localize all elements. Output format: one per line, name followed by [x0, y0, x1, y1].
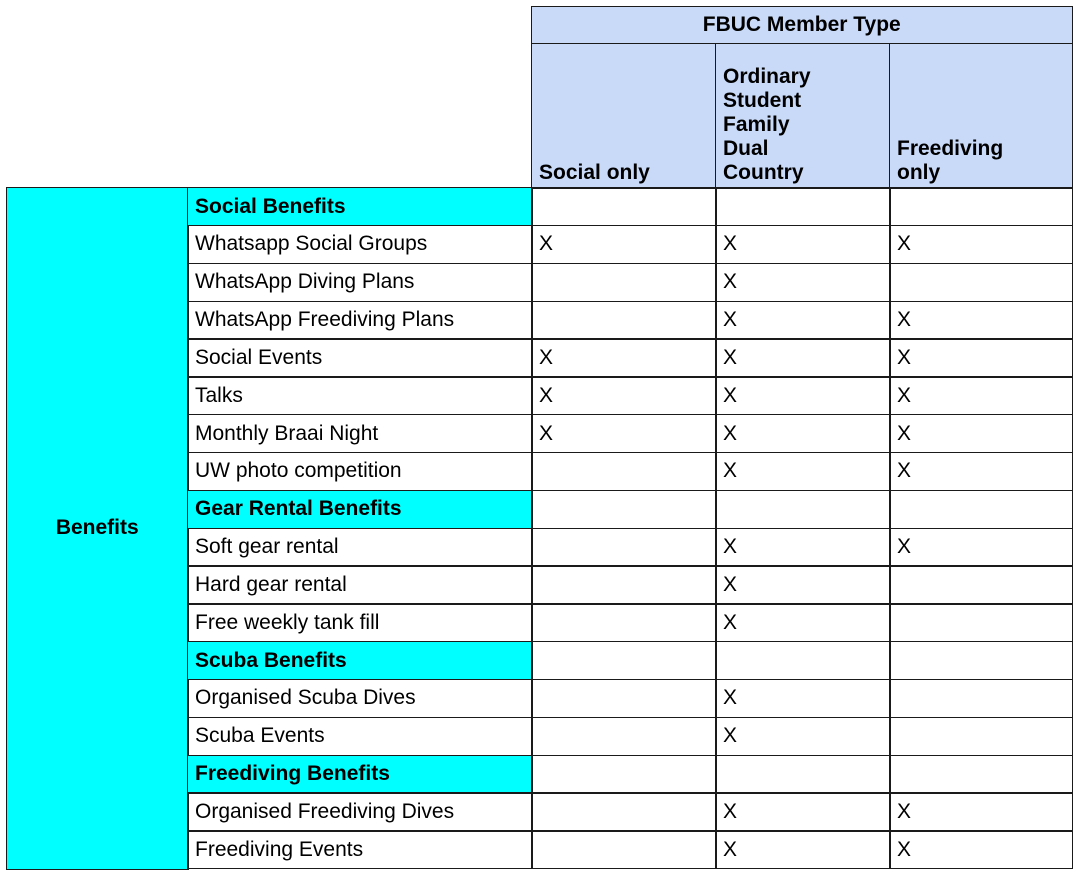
- column-header-line: Freediving: [897, 136, 1004, 160]
- check-mark: X: [897, 421, 912, 445]
- benefit-cell-col-1: [715, 565, 891, 604]
- benefit-cell-col-2: [889, 263, 1073, 302]
- benefit-label: [187, 830, 533, 869]
- benefit-label: [187, 717, 533, 756]
- row-group-label: Benefits: [55, 516, 139, 540]
- check-mark: X: [539, 345, 554, 369]
- benefit-label: [187, 263, 533, 302]
- benefit-cell-col-0: [531, 679, 717, 718]
- benefit-cell-col-1: [715, 490, 891, 529]
- check-mark: X: [723, 421, 738, 445]
- benefit-cell-col-1: [715, 225, 891, 264]
- section-header: [187, 641, 533, 680]
- check-mark: X: [539, 383, 554, 407]
- check-mark: X: [723, 837, 738, 861]
- benefit-cell-col-0: [531, 338, 717, 377]
- benefit-cell-col-0: [531, 452, 717, 491]
- section-title: Gear Rental Benefits: [195, 497, 402, 521]
- benefit-cell-col-0: [531, 263, 717, 302]
- row-group-benefits: [6, 187, 189, 870]
- benefit-cell-col-2: [889, 565, 1073, 604]
- benefit-cell-col-1: [715, 603, 891, 642]
- column-header-label: [897, 137, 1003, 185]
- check-mark: X: [539, 232, 554, 256]
- column-header-label: [723, 65, 811, 185]
- check-mark: X: [723, 308, 738, 332]
- column-header-line: Family: [723, 112, 790, 136]
- benefit-cell-col-0: [531, 755, 717, 794]
- benefit-cell-col-0: [531, 225, 717, 264]
- benefit-cell-col-0: [531, 792, 717, 831]
- benefit-label: [187, 338, 533, 377]
- column-header-line: Ordinary: [723, 64, 811, 88]
- column-header-1: [715, 43, 891, 189]
- benefit-cell-col-1: [715, 376, 891, 415]
- benefit-name: Scuba Events: [195, 724, 325, 748]
- check-mark: X: [897, 535, 912, 559]
- benefit-label: [187, 414, 533, 453]
- benefit-cell-col-1: [715, 338, 891, 377]
- benefit-name: Social Events: [195, 345, 323, 369]
- benefit-cell-col-1: [715, 414, 891, 453]
- check-mark: X: [723, 686, 738, 710]
- benefit-cell-col-0: [531, 414, 717, 453]
- benefit-cell-col-1: [715, 187, 891, 226]
- benefit-cell-col-2: [889, 187, 1073, 226]
- column-header-line: only: [897, 160, 941, 184]
- benefit-cell-col-2: [889, 452, 1073, 491]
- benefit-cell-col-2: [889, 490, 1073, 529]
- benefit-label: [187, 603, 533, 642]
- check-mark: X: [897, 459, 912, 483]
- benefit-name: WhatsApp Freediving Plans: [195, 308, 455, 332]
- check-mark: X: [897, 345, 912, 369]
- section-title: Freediving Benefits: [195, 762, 390, 786]
- benefit-cell-col-1: [715, 792, 891, 831]
- member-type-title: FBUC Member Type: [702, 13, 901, 37]
- check-mark: X: [723, 535, 738, 559]
- benefit-name: Monthly Braai Night: [195, 421, 379, 445]
- check-mark: X: [723, 799, 738, 823]
- benefit-cell-col-1: [715, 452, 891, 491]
- benefit-cell-col-2: [889, 830, 1073, 869]
- section-title: Scuba Benefits: [195, 648, 347, 672]
- benefit-cell-col-2: [889, 792, 1073, 831]
- benefit-cell-col-0: [531, 528, 717, 567]
- benefit-cell-col-2: [889, 755, 1073, 794]
- check-mark: X: [897, 799, 912, 823]
- benefit-cell-col-2: [889, 641, 1073, 680]
- benefit-name: Talks: [195, 383, 243, 407]
- benefit-cell-col-1: [715, 301, 891, 340]
- check-mark: X: [723, 383, 738, 407]
- benefit-cell-col-2: [889, 376, 1073, 415]
- column-header-2: [889, 43, 1073, 189]
- benefit-cell-col-0: [531, 490, 717, 529]
- benefit-name: UW photo competition: [195, 459, 402, 483]
- benefit-cell-col-2: [889, 225, 1073, 264]
- column-header-line: Dual: [723, 136, 769, 160]
- column-header-line: Student: [723, 88, 802, 112]
- check-mark: X: [723, 270, 738, 294]
- benefit-cell-col-2: [889, 301, 1073, 340]
- check-mark: X: [723, 724, 738, 748]
- benefit-cell-col-1: [715, 755, 891, 794]
- benefit-cell-col-0: [531, 603, 717, 642]
- benefit-cell-col-2: [889, 528, 1073, 567]
- check-mark: X: [723, 610, 738, 634]
- benefit-name: Hard gear rental: [195, 572, 347, 596]
- benefit-label: [187, 679, 533, 718]
- benefit-cell-col-0: [531, 830, 717, 869]
- benefit-cell-col-0: [531, 565, 717, 604]
- benefit-cell-col-1: [715, 679, 891, 718]
- check-mark: X: [897, 232, 912, 256]
- benefit-name: Organised Scuba Dives: [195, 686, 416, 710]
- column-header-line: Social only: [539, 160, 650, 184]
- check-mark: X: [723, 345, 738, 369]
- benefit-label: [187, 376, 533, 415]
- section-header: [187, 755, 533, 794]
- check-mark: X: [723, 232, 738, 256]
- benefit-cell-col-1: [715, 528, 891, 567]
- section-title: Social Benefits: [195, 194, 346, 218]
- section-header: [187, 490, 533, 529]
- benefit-cell-col-2: [889, 679, 1073, 718]
- check-mark: X: [723, 459, 738, 483]
- benefit-name: Freediving Events: [195, 837, 364, 861]
- benefit-cell-col-2: [889, 717, 1073, 756]
- section-header: [187, 187, 533, 226]
- benefit-cell-col-2: [889, 338, 1073, 377]
- column-header-label: [539, 161, 650, 185]
- benefit-name: Soft gear rental: [195, 535, 339, 559]
- column-header-0: [531, 43, 717, 189]
- benefit-name: WhatsApp Diving Plans: [195, 270, 415, 294]
- benefit-name: Organised Freediving Dives: [195, 799, 455, 823]
- column-header-line: Country: [723, 160, 804, 184]
- check-mark: X: [539, 421, 554, 445]
- member-type-header: [531, 6, 1073, 45]
- benefit-cell-col-0: [531, 717, 717, 756]
- benefit-cell-col-0: [531, 376, 717, 415]
- check-mark: X: [897, 308, 912, 332]
- benefit-name: Whatsapp Social Groups: [195, 232, 428, 256]
- benefit-name: Free weekly tank fill: [195, 610, 380, 634]
- benefit-cell-col-0: [531, 301, 717, 340]
- benefit-label: [187, 225, 533, 264]
- benefit-label: [187, 792, 533, 831]
- benefit-label: [187, 528, 533, 567]
- benefit-label: [187, 452, 533, 491]
- benefit-label: [187, 565, 533, 604]
- check-mark: X: [897, 837, 912, 861]
- benefit-cell-col-1: [715, 263, 891, 302]
- benefit-cell-col-2: [889, 414, 1073, 453]
- benefit-cell-col-1: [715, 641, 891, 680]
- benefit-label: [187, 301, 533, 340]
- benefit-cell-col-0: [531, 187, 717, 226]
- benefit-cell-col-1: [715, 717, 891, 756]
- benefit-cell-col-2: [889, 603, 1073, 642]
- benefit-cell-col-0: [531, 641, 717, 680]
- benefit-cell-col-1: [715, 830, 891, 869]
- check-mark: X: [897, 383, 912, 407]
- check-mark: X: [723, 572, 738, 596]
